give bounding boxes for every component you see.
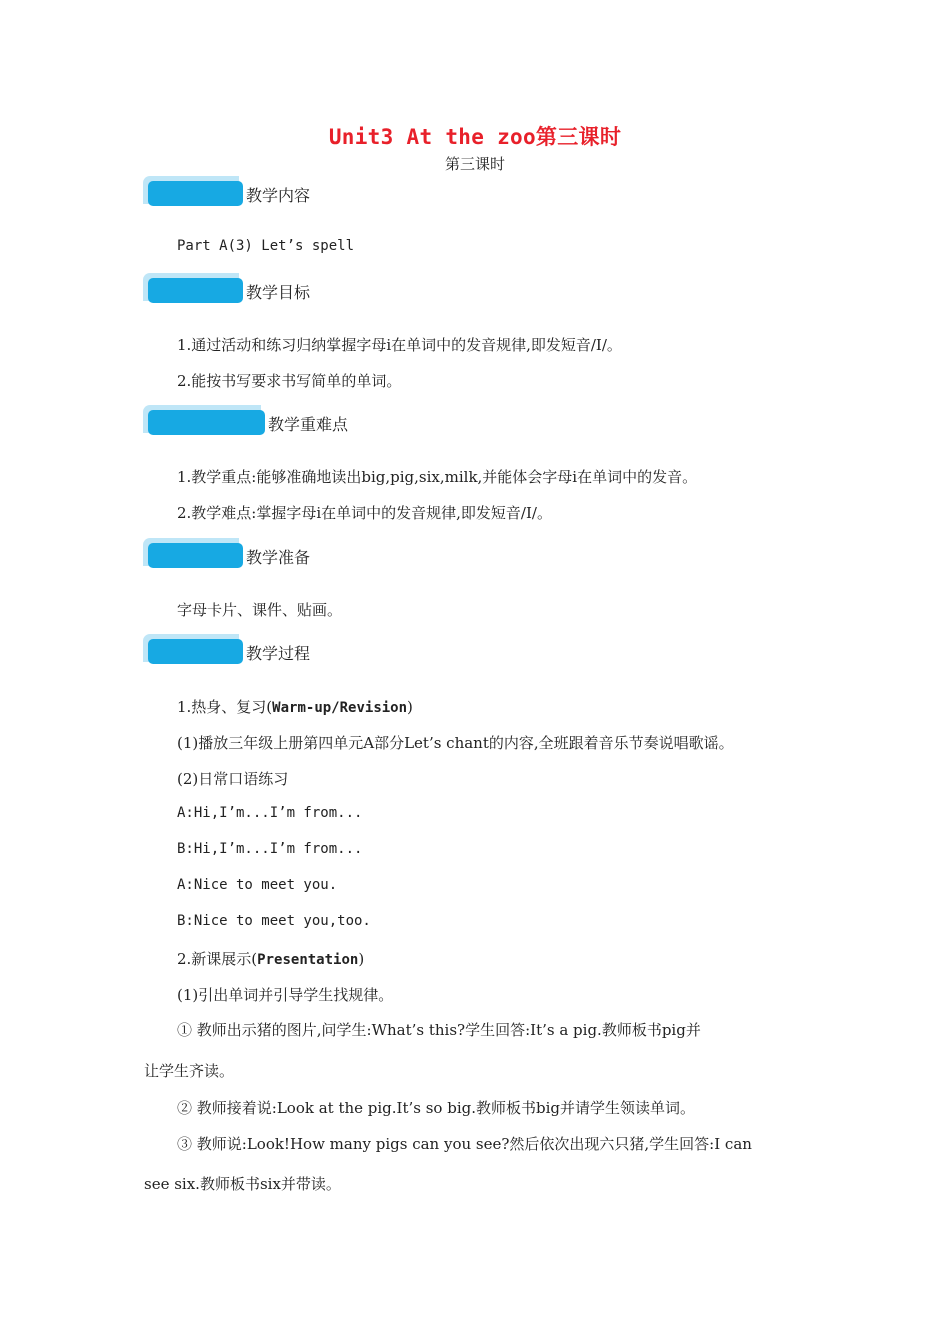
process-step-1b: (2)日常口语练习 xyxy=(177,770,289,788)
section-title: 教学准备 xyxy=(246,547,311,567)
keypoint-item: 1.教学重点:能够准确地读出big,pig,six,milk,并能体会字母i在单词中的发音。 xyxy=(177,468,698,486)
process-item-3-cont: see six.教师板书six并带读。 xyxy=(144,1175,341,1193)
step-suffix: ) xyxy=(407,698,413,716)
page-subtitle: 第三课时 xyxy=(444,155,505,173)
keypoint-item: 2.教学难点:掌握字母i在单词中的发音规律,即发短音/I/。 xyxy=(177,504,552,522)
section-tab-decoration xyxy=(143,634,243,664)
step-prefix: 2.新课展示( xyxy=(177,950,258,968)
section-title: 教学过程 xyxy=(246,643,311,663)
dialog-line: B:Hi,I’m...I’m from... xyxy=(177,841,363,857)
page-title: Unit3 At the zoo第三课时 xyxy=(328,125,622,149)
dialog-line: A:Nice to meet you. xyxy=(177,877,338,893)
section-title: 教学内容 xyxy=(246,185,311,205)
dialog-line: B:Nice to meet you,too. xyxy=(177,913,371,929)
process-step-2a: (1)引出单词并引导学生找规律。 xyxy=(177,986,394,1004)
content-text: Part A(3) Let’s spell xyxy=(177,238,355,254)
section-tab-decoration xyxy=(143,273,243,303)
goal-item: 1.通过活动和练习归纳掌握字母i在单词中的发音规律,即发短音/I/。 xyxy=(177,336,622,354)
section-tab-decoration xyxy=(143,405,265,435)
prep-text: 字母卡片、课件、贴画。 xyxy=(177,601,343,619)
process-step-2 xyxy=(177,948,364,969)
section-tab-decoration xyxy=(143,538,243,568)
dialog-line: A:Hi,I’m...I’m from... xyxy=(177,805,363,821)
section-header-keypoints xyxy=(143,403,348,437)
section-header-goals xyxy=(143,271,310,305)
process-item-1: ① 教师出示猪的图片,问学生:What’s this?学生回答:It’s a pig.教师板书pig并 xyxy=(177,1021,701,1039)
process-step-1a: (1)播放三年级上册第四单元A部分Let’s chant的内容,全班跟着音乐节奏说唱歌谣。 xyxy=(177,734,734,752)
section-title: 教学目标 xyxy=(246,282,311,302)
process-item-3: ③ 教师说:Look!How many pigs can you see?然后依次出现六只猪,学生回答:I can xyxy=(177,1135,752,1153)
step-english: Presentation xyxy=(257,952,359,968)
process-item-2: ② 教师接着说:Look at the pig.It’s so big.教师板书big并请学生领读单词。 xyxy=(177,1099,696,1117)
process-item-1-cont: 让学生齐读。 xyxy=(144,1062,235,1080)
section-header-prep xyxy=(143,536,310,570)
step-suffix: ) xyxy=(358,950,365,968)
step-prefix: 1.热身、复习( xyxy=(177,698,273,716)
section-tab-decoration xyxy=(143,176,243,206)
section-header-process xyxy=(143,632,310,666)
section-header-content xyxy=(143,174,310,208)
section-title: 教学重难点 xyxy=(268,414,349,434)
process-step-1 xyxy=(177,696,413,717)
step-english: Warm-up/Revision xyxy=(272,700,408,716)
goal-item: 2.能按书写要求书写简单的单词。 xyxy=(177,372,402,390)
